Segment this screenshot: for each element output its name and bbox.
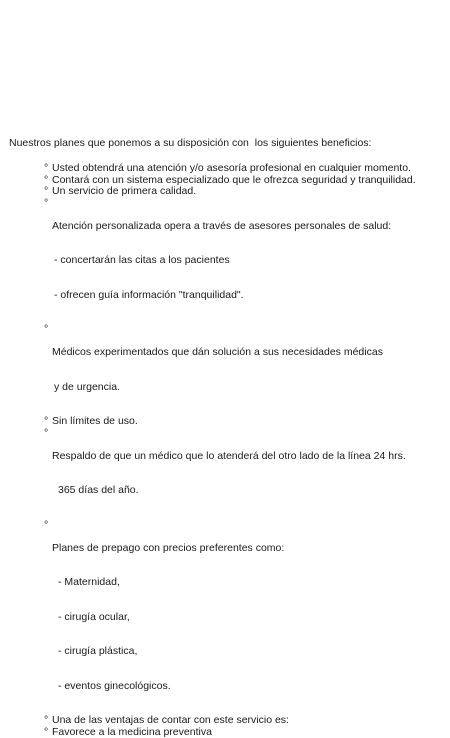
- bullet-mark: °: [44, 186, 52, 198]
- list-item: [44, 520, 416, 716]
- benefits-list: [44, 163, 416, 738]
- list-item-text: Respaldo de que un médico que lo atenderá del otro lado de la línea 24 hrs.: [52, 451, 406, 463]
- list-item-continuation: 365 días del año.: [52, 485, 406, 497]
- list-item-text: Contará con un sistema especializado que le ofrezca seguridad y tranquilidad.: [52, 175, 416, 187]
- list-item-body: [52, 198, 391, 325]
- list-item-text: Atención personalizada opera a través de asesores personales de salud:: [52, 221, 391, 233]
- sub-item: - cirugía ocular,: [52, 612, 284, 624]
- bullet-mark: °: [44, 416, 52, 428]
- list-item-text: Un servicio de primera calidad.: [52, 186, 196, 198]
- list-item: [44, 727, 416, 738]
- list-item-text: Usted obtendrá una atención y/o asesoría profesional en cualquier momento.: [52, 163, 411, 175]
- bullet-mark: °: [44, 175, 52, 187]
- bullet-mark: °: [44, 163, 52, 175]
- sub-item: - eventos ginecológicos.: [52, 681, 284, 693]
- list-item: [44, 416, 416, 428]
- sub-item: - concertarán las citas a los pacientes: [52, 255, 391, 267]
- sub-item: - ofrecen guía información "tranquilidad".: [52, 290, 391, 302]
- list-item-text: Médicos experimentados que dán solución a sus necesidades médicas: [52, 347, 383, 359]
- list-item-body: [52, 520, 284, 716]
- bullet-mark: °: [44, 715, 52, 727]
- sub-item: - cirugía plástica,: [52, 646, 284, 658]
- list-item-text: Planes de prepago con precios preferentes como:: [52, 543, 284, 555]
- sub-item: - Maternidad,: [52, 577, 284, 589]
- list-item: [44, 163, 416, 175]
- list-item-body: [52, 324, 383, 416]
- list-item: [44, 198, 416, 325]
- bullet-mark: °: [44, 727, 52, 738]
- list-item-continuation: y de urgencia.: [52, 382, 383, 394]
- bullet-mark: °: [44, 520, 52, 716]
- list-item: [44, 186, 416, 198]
- list-item-body: [52, 428, 406, 520]
- intro-paragraph: Nuestros planes que ponemos a su disposición con los siguientes beneficios:: [9, 138, 371, 150]
- bullet-mark: °: [44, 324, 52, 416]
- bullet-mark: °: [44, 198, 52, 325]
- list-item: [44, 428, 416, 520]
- list-item: [44, 715, 416, 727]
- bullet-mark: °: [44, 428, 52, 520]
- list-item: [44, 324, 416, 416]
- list-item-text: Una de las ventajas de contar con este servicio es:: [52, 715, 289, 727]
- list-item-text: Favorece a la medicina preventiva: [52, 727, 212, 738]
- list-item-text: Sin límites de uso.: [52, 416, 138, 428]
